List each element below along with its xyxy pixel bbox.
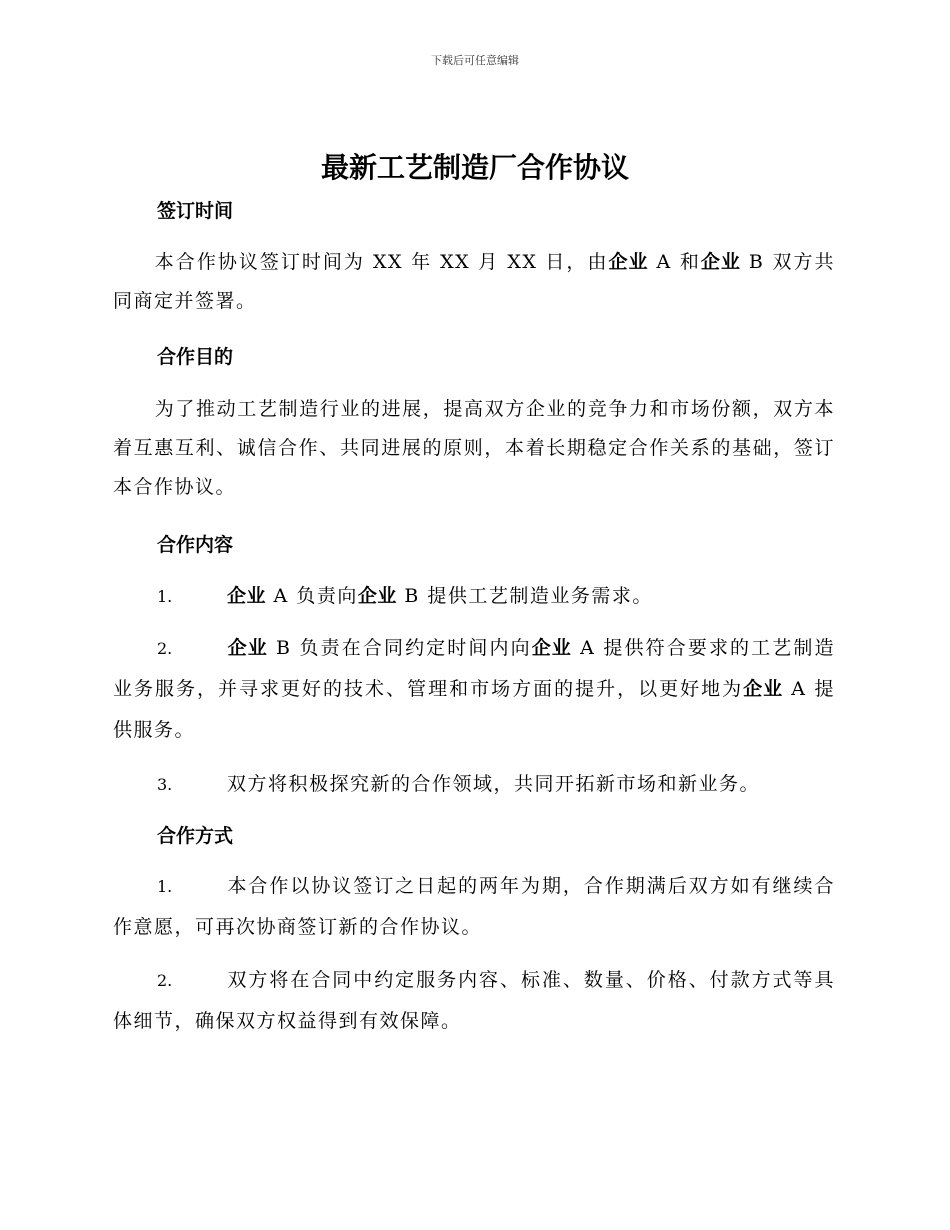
section-heading-method: 合作方式 [157, 825, 234, 847]
party-name-bold: 企业 [357, 585, 397, 607]
page-header: 下载后可任意编辑 [431, 54, 519, 67]
content-item-1 [113, 576, 835, 617]
section-heading-content: 合作内容 [157, 534, 234, 556]
party-name-bold: 企业 [700, 251, 741, 273]
document-title: 最新工艺制造厂合作协议 [320, 151, 629, 184]
item-number: 2. [157, 971, 173, 990]
text-run: A 负责向 [266, 585, 358, 607]
party-name-bold: 企业 [531, 637, 572, 659]
item-text: 本合作以协议签订之日起的两年为期，合作期满后双方如有继续合作意愿，可再次协商签订新的合作协议。 [113, 875, 835, 938]
section-heading-purpose: 合作目的 [157, 346, 234, 368]
text-run: B 双方共同商定并签署。 [113, 251, 835, 312]
text-run: 本合作协议签订时间为 XX 年 XX 月 XX 日，由 [154, 251, 609, 273]
party-name-bold: 企业 [743, 678, 784, 700]
text-run: B 负责在合同约定时间内向 [267, 637, 532, 659]
party-name-bold: 企业 [227, 585, 267, 607]
item-number: 3. [157, 775, 173, 794]
section-heading-signing-time: 签订时间 [157, 200, 234, 222]
party-name-bold: 企业 [608, 251, 649, 273]
item-number: 1. [157, 877, 173, 896]
item-text: 双方将在合同中约定服务内容、标准、数量、价格、付款方式等具体细节，确保双方权益得到有效保障。 [113, 969, 835, 1032]
method-item-2 [113, 960, 835, 1042]
text-run: A 提供服务。 [113, 678, 835, 741]
text-run: A 和 [648, 251, 701, 273]
text-run: A 提供符合要求的工艺制造业务服务，并寻求更好的技术、管理和市场方面的提升，以更好地为 [113, 637, 835, 700]
method-item-1 [113, 866, 835, 948]
item-text: 双方将积极探究新的合作领域，共同开拓新市场和新业务。 [227, 773, 761, 795]
party-name-bold: 企业 [227, 637, 268, 659]
item-number: 2. [157, 639, 173, 658]
content-item-3 [113, 764, 835, 805]
content-item-2 [113, 628, 835, 751]
purpose-paragraph: 为了推动工艺制造行业的进展，提高双方企业的竞争力和市场份额，双方本着互惠互利、诚信合作、共同进展的原则，本着长期稳定合作关系的基础，签订本合作协议。 [113, 398, 835, 498]
signing-time-paragraph [113, 243, 835, 321]
text-run: B 提供工艺制造业务需求。 [396, 585, 653, 607]
item-number: 1. [157, 587, 173, 606]
